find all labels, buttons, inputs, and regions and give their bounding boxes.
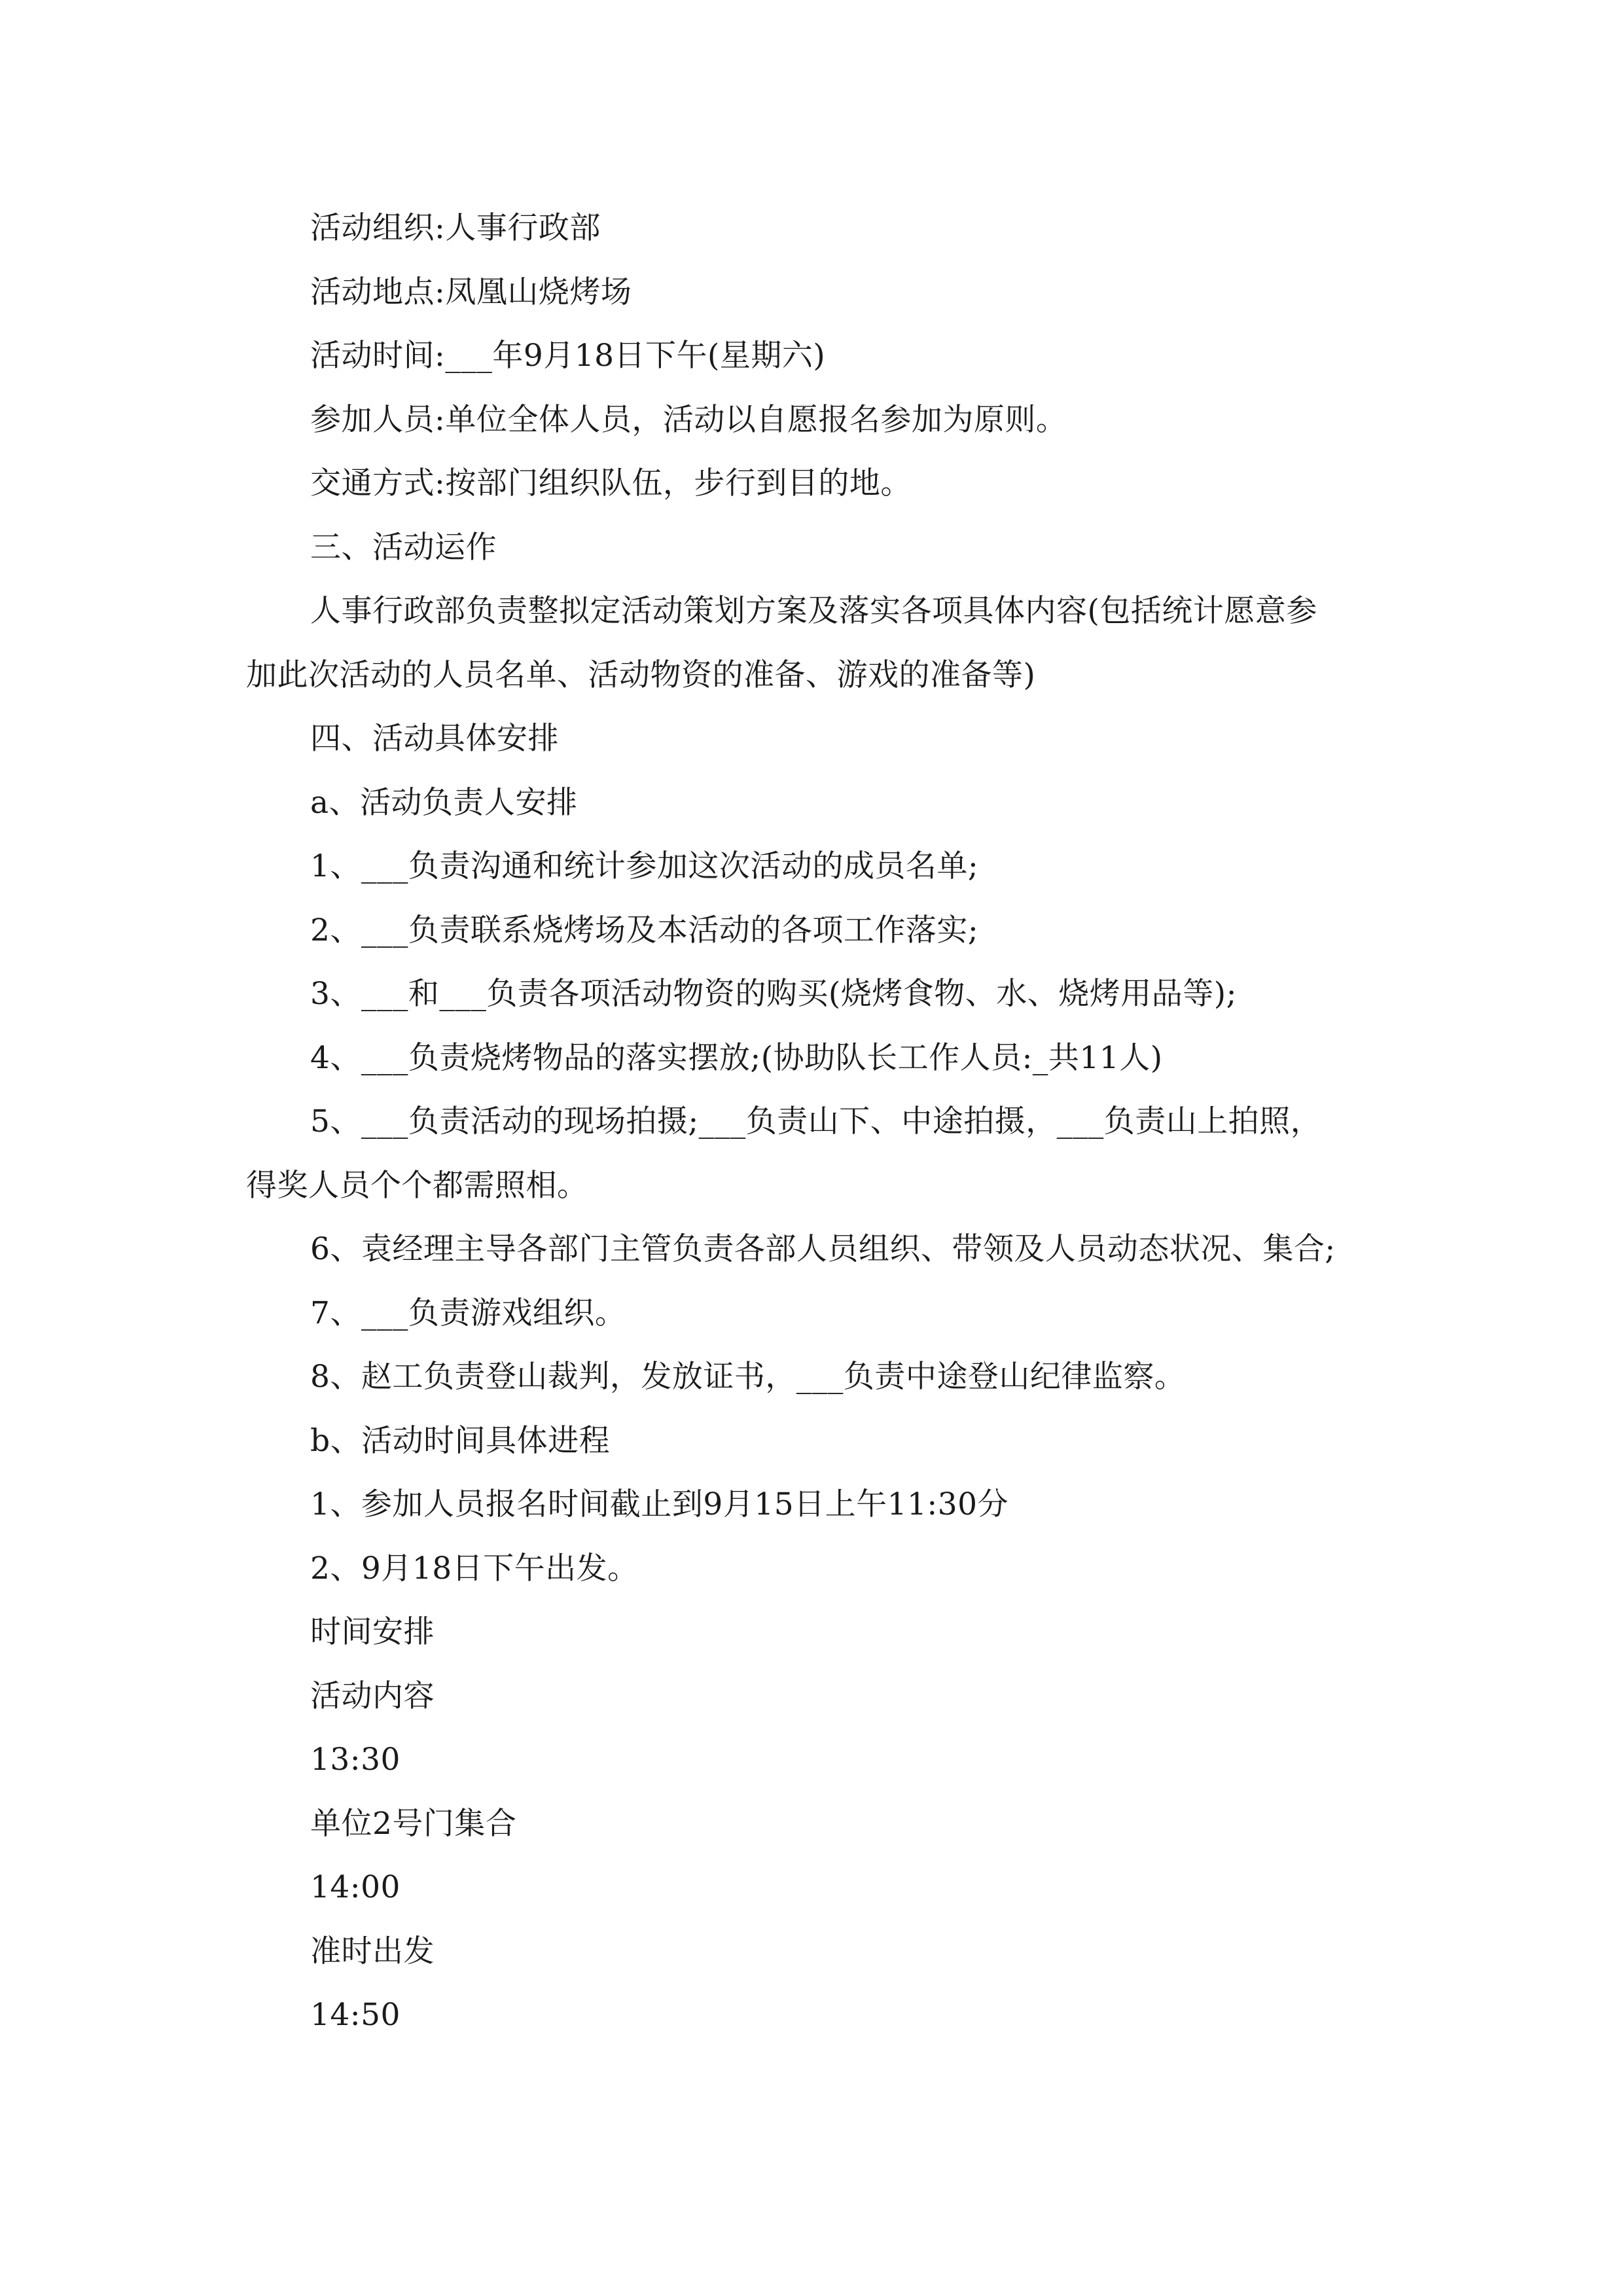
text-line: 加此次活动的人员名单、活动物资的准备、游戏的准备等) bbox=[246, 656, 1036, 693]
subsection-heading: b、活动时间具体进程 bbox=[310, 1422, 611, 1459]
text-line: 活动时间:___年9月18日下午(星期六) bbox=[310, 338, 826, 374]
schedule-time: 14:00 bbox=[310, 1869, 401, 1905]
list-item: 2、9月18日下午出发。 bbox=[310, 1550, 639, 1587]
list-item: 6、袁经理主导各部门主管负责各部人员组织、带领及人员动态状况、集合; bbox=[310, 1231, 1336, 1267]
list-item: 8、赵工负责登山裁判，发放证书，___负责中途登山纪律监察。 bbox=[310, 1359, 1186, 1395]
section-heading: 四、活动具体安排 bbox=[310, 721, 559, 757]
list-item: 7、___负责游戏组织。 bbox=[310, 1295, 626, 1331]
list-item: 3、___和___负责各项活动物资的购买(烧烤食物、水、烧烤用品等); bbox=[310, 976, 1237, 1012]
list-item: 4、___负责烧烤物品的落实摆放;(协助队长工作人员:_共11人) bbox=[310, 1039, 1163, 1076]
schedule-activity: 准时出发 bbox=[310, 1933, 435, 1969]
section-heading: 三、活动运作 bbox=[310, 529, 497, 565]
list-item: 5、___负责活动的现场拍摄;___负责山下、中途拍摄，___负责山上拍照， bbox=[310, 1103, 1322, 1139]
list-item: 1、参加人员报名时间截止到9月15日上午11:30分 bbox=[310, 1486, 1009, 1522]
text-line: 得奖人员个个都需照相。 bbox=[246, 1167, 588, 1204]
text-line: 活动地点:凤凰山烧烤场 bbox=[310, 274, 632, 310]
schedule-time: 14:50 bbox=[310, 1997, 401, 2033]
text-line: 活动组织:人事行政部 bbox=[310, 210, 601, 246]
schedule-header: 时间安排 bbox=[310, 1614, 435, 1650]
list-item: 2、___负责联系烧烤场及本活动的各项工作落实; bbox=[310, 912, 979, 948]
subsection-heading: a、活动负责人安排 bbox=[310, 784, 578, 821]
document-body bbox=[246, 196, 1398, 2047]
schedule-time: 13:30 bbox=[310, 1742, 401, 1778]
text-line: 交通方式:按部门组织队伍，步行到目的地。 bbox=[310, 465, 912, 501]
schedule-activity: 单位2号门集合 bbox=[310, 1805, 517, 1842]
text-line: 参加人员:单位全体人员，活动以自愿报名参加为原则。 bbox=[310, 401, 1067, 438]
schedule-header: 活动内容 bbox=[310, 1677, 435, 1714]
text-line: 人事行政部负责整拟定活动策划方案及落实各项具体内容(包括统计愿意参 bbox=[310, 593, 1317, 629]
list-item: 1、___负责沟通和统计参加这次活动的成员名单; bbox=[310, 848, 979, 884]
